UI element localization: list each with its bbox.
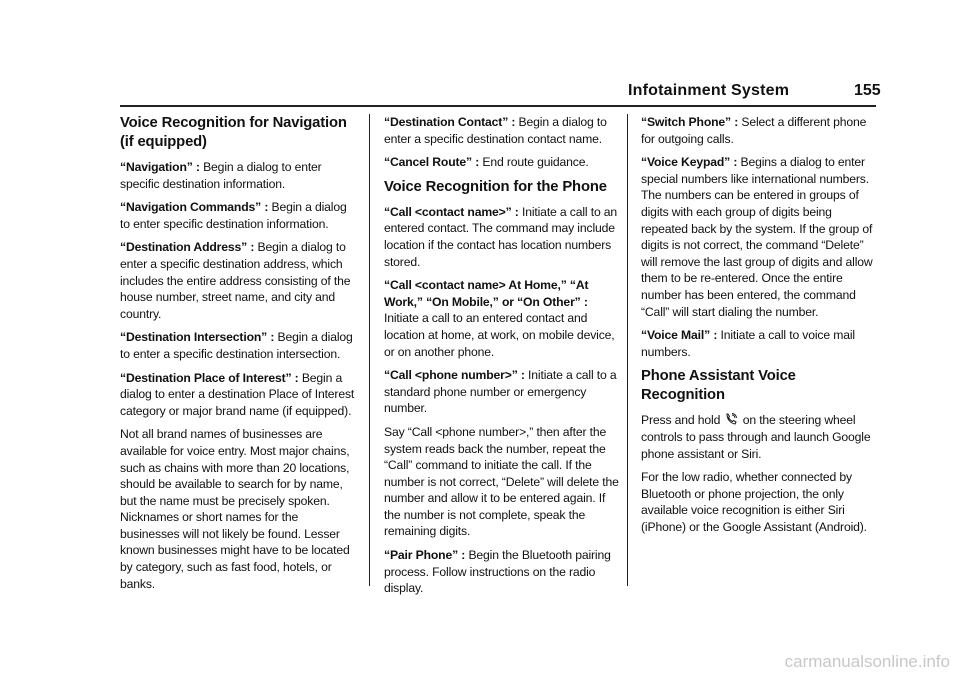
instruction-text: Press and hold bbox=[641, 413, 721, 428]
definition-entry bbox=[120, 370, 358, 420]
command-description: Begin the Bluetooth pairing process. Follow instructions on the radio display. bbox=[384, 548, 611, 596]
definition-entry bbox=[641, 154, 879, 320]
definition-entry bbox=[120, 159, 358, 192]
heading-phone-assistant: Phone Assistant Voice Recognition bbox=[641, 368, 796, 404]
heading-voice-recognition-phone: Voice Recognition for the Phone bbox=[384, 178, 607, 195]
command-term: “Cancel Route” : bbox=[384, 155, 480, 170]
command-term: “Navigation” : bbox=[120, 160, 200, 174]
command-term: “Call <phone number>” : bbox=[384, 368, 525, 383]
command-term: “Destination Contact” : bbox=[384, 115, 516, 129]
definition-entry bbox=[384, 547, 622, 597]
command-description: Begins a dialog to enter special numbers like international numbers. The numbers can be entered in groups of digits with each group of digits being repeated back by the system. If the group of digits is not correct, the command “Delete” will remove the last group of digits and allow them to be re-entered. Once the entire number has been entered, the command “Call” will start dialing the number. bbox=[641, 155, 873, 319]
command-term: “Voice Keypad” : bbox=[641, 155, 738, 170]
definition-entry bbox=[120, 329, 358, 362]
command-description: Begin a dialog to enter specific destination information. bbox=[120, 200, 347, 231]
instruction-text: on the steering wheel controls to pass through and launch Google phone assistant or Siri. bbox=[641, 413, 871, 461]
command-description: Initiate a call to an entered contact. The command may include location if the contact has location numbers stored. bbox=[384, 204, 618, 269]
command-description: Begin a dialog to enter a specific destination intersection. bbox=[120, 330, 353, 361]
push-to-talk-icon bbox=[725, 413, 737, 425]
command-term: “Pair Phone” : bbox=[384, 548, 466, 563]
command-description: Initiate a call to voice mail numbers. bbox=[641, 328, 855, 359]
body-paragraph: Not all brand names of businesses are available for voice entry. Most major chains, such as chains with more than 20 locations, should be available to search for by name, but the name must be precisely spoken. Nicknames or short names for the businesses will not likely be found. Lesser known businesses might have to be located by category, such as fast food, hotels, or banks. bbox=[120, 427, 350, 591]
column-divider bbox=[627, 114, 628, 586]
command-term: “Destination Intersection” : bbox=[120, 330, 275, 345]
definition-entry bbox=[641, 114, 879, 147]
assistant-instruction bbox=[641, 412, 879, 462]
command-description: Begin a dialog to enter a specific destination contact name. bbox=[384, 115, 607, 146]
column-3 bbox=[641, 114, 879, 542]
watermark: carmanualsonline.info bbox=[784, 652, 950, 671]
definition-entry bbox=[384, 204, 622, 270]
command-description: Select a different phone for outgoing calls. bbox=[641, 115, 867, 146]
command-term: “Destination Place of Interest” : bbox=[120, 370, 299, 385]
page-number: 155 bbox=[854, 82, 881, 99]
page-header bbox=[0, 0, 960, 110]
command-description: Begin a dialog to enter a specific destination address, which includes the entire address consisting of the house number, street name, and city and country. bbox=[120, 240, 351, 321]
header-rule bbox=[120, 105, 876, 107]
definition-entry bbox=[120, 199, 358, 232]
command-term: “Destination Address” : bbox=[120, 240, 255, 255]
definition-entry bbox=[384, 367, 622, 417]
heading-voice-recognition-navigation: Voice Recognition for Navigation (if equipped) bbox=[120, 115, 347, 150]
command-term: “Call <contact name> At Home,” “At Work,” “On Mobile,” or “On Other” : bbox=[384, 278, 589, 309]
command-description: Begin a dialog to enter specific destination information. bbox=[120, 160, 322, 191]
command-term: “Navigation Commands” : bbox=[120, 200, 269, 215]
command-description: Initiate a call to a standard phone number or emergency number. bbox=[384, 368, 617, 416]
section-title: Infotainment System bbox=[628, 82, 790, 99]
definition-entry bbox=[384, 154, 622, 171]
definition-entry bbox=[384, 114, 622, 147]
column-2 bbox=[384, 114, 622, 604]
definition-entry bbox=[120, 239, 358, 322]
command-description: End route guidance. bbox=[479, 155, 589, 170]
command-term: “Switch Phone” : bbox=[641, 115, 739, 129]
definition-entry bbox=[384, 277, 622, 360]
command-term: “Call <contact name>” : bbox=[384, 204, 519, 219]
column-1 bbox=[120, 114, 358, 599]
column-divider bbox=[369, 114, 370, 586]
body-paragraph: Say “Call <phone number>,” then after the system reads back the number, repeat the “Call” command to initiate the call. If the number is not correct, “Delete” will delete the number and allow it to be entered again. If the number is not complete, speak the remaining digits. bbox=[384, 424, 619, 539]
command-description: Begin a dialog to enter a destination Place of Interest category or major brand name (if equipped). bbox=[120, 370, 355, 418]
definition-entry bbox=[641, 327, 879, 360]
command-term: “Voice Mail” : bbox=[641, 328, 718, 343]
command-description: Initiate a call to an entered contact and location at home, at work, on mobile device, or on another phone. bbox=[384, 311, 615, 359]
body-paragraph: For the low radio, whether connected by Bluetooth or phone projection, the only available voice recognition is either Siri (iPhone) or the Google Assistant (Android). bbox=[641, 470, 867, 534]
